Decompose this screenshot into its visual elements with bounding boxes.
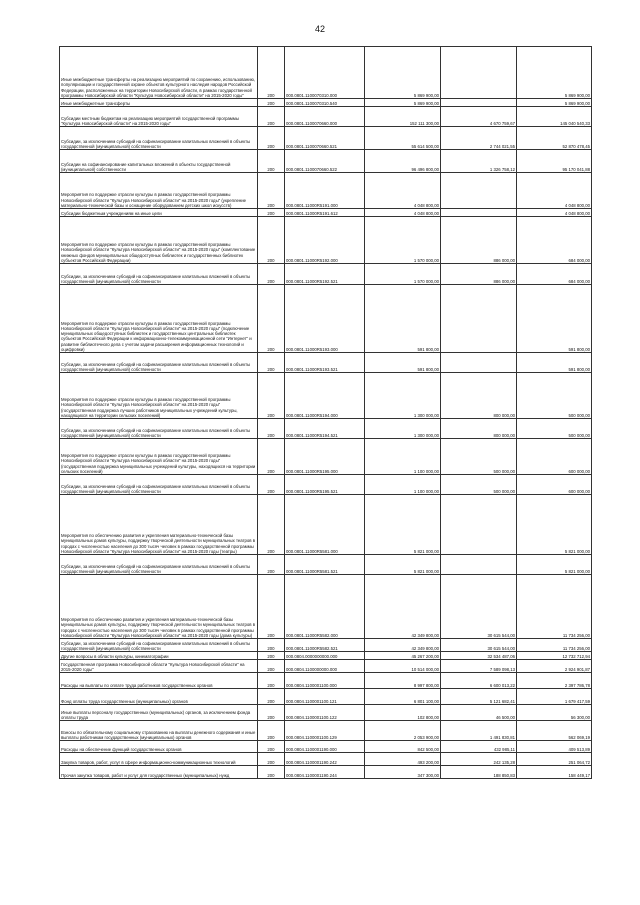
row-name-cell: Взносы по обязательному социальному страхованию на выплаты денежного содержания и иные выплаты работникам государственных (муниципальных) органов (60, 721, 258, 741)
row-name-cell: Мероприятия по поддержке отрасли культуры в рамках государственной программы Новосибирской области "Культура Новосибирской области" на 2015-2020 годы" (комплектование книжных фондов муниципальных общедоступных библиотек и государственных библиотек субъектов Российской Федерации) (60, 217, 258, 264)
row-kbk-cell: 000.0801.11000R5582.521 (285, 639, 365, 652)
row-name-cell: Иные межбюджетные трансферты на реализацию мероприятий по сохранению, использованию, популяризации и государственной охране объектов культурного наследия народов Российской Федерации, расположенных на территории Новосибирской области, в рамках государственной программы Новосибирской области "Культура Новосибирской области" на 2015-2020 годы" (60, 47, 258, 99)
row-kbk-cell: 000.0804.1100001190.242 (285, 753, 365, 766)
row-code-cell: 200 (258, 673, 285, 689)
row-remaining-cell: 1 679 417,59 (517, 689, 592, 705)
row-executed-cell (441, 353, 517, 373)
table-row (60, 173, 592, 209)
row-executed-cell: 800 000,00 (441, 419, 517, 439)
table-row (60, 127, 592, 150)
row-approved-cell: 6 801 100,00 (365, 689, 441, 705)
table-row (60, 439, 592, 475)
row-name-cell: Мероприятия по поддержке отрасли культуры в рамках государственной программы Новосибирской области "Культура Новосибирской области" на 2015-2020 годы" (подключение муниципальных общедоступных библиотек и государственных центральных библиотек субъектов Российской Федерации к информационно-телекоммуникационной сети "Интернет" и развитие библиотечного дела с учетом задачи расширения информационных технологий и оцифровки) (60, 285, 258, 353)
row-name-cell: Закупка товаров, работ, услуг в сфере информационно-коммуникационных технологий (60, 753, 258, 766)
page-number: 42 (314, 24, 325, 34)
row-kbk-cell: 000.0801.11000R5193.000 (285, 285, 365, 353)
row-kbk-cell: 000.0801.11000R5192.521 (285, 264, 365, 285)
row-remaining-cell: 158 449,17 (517, 766, 592, 779)
table-row (60, 107, 592, 127)
row-executed-cell: 432 985,11 (441, 741, 517, 753)
row-name-cell: Расходы на выплаты по оплате труда работников государственных органов (60, 673, 258, 689)
row-name-cell: Фонд оплаты труда государственных (муниципальных) органов (60, 689, 258, 705)
row-kbk-cell: 000.0801.11000R5192.000 (285, 217, 365, 264)
row-executed-cell: 500 000,00 (441, 439, 517, 475)
row-code-cell: 200 (258, 766, 285, 779)
row-remaining-cell: 4 048 800,00 (517, 209, 592, 217)
table-row (60, 373, 592, 419)
row-kbk-cell: 000.0801.1100070660.522 (285, 150, 365, 173)
row-remaining-cell: 591 800,00 (517, 353, 592, 373)
row-executed-cell (441, 495, 517, 555)
row-kbk-cell: 000.0804.0000000000.000 (285, 652, 365, 660)
row-approved-cell: 2 053 900,00 (365, 721, 441, 741)
row-approved-cell: 1 300 000,00 (365, 373, 441, 419)
row-name-cell: Субсидии, за исключением субсидий на софинансирование капитальных вложений в объекты государственной (муниципальной) собственности (60, 555, 258, 575)
row-name-cell: Мероприятия по поддержке отрасли культуры в рамках государственной программы Новосибирской области "Культура Новосибирской области" на 2015-2020 годы" (государственная поддержка лучших работников муниципальных учреждений культуры, находящихся на территории сельских поселений) (60, 373, 258, 419)
table-row (60, 689, 592, 705)
table-row (60, 639, 592, 652)
row-approved-cell: 1 100 000,00 (365, 475, 441, 495)
row-remaining-cell: 251 064,72 (517, 753, 592, 766)
row-remaining-cell: 2 397 786,78 (517, 673, 592, 689)
row-approved-cell: 5 869 900,00 (365, 47, 441, 99)
row-executed-cell: 30 615 544,00 (441, 639, 517, 652)
row-approved-cell: 152 111 300,00 (365, 107, 441, 127)
row-remaining-cell: 5 869 900,00 (517, 99, 592, 107)
row-approved-cell: 493 200,00 (365, 753, 441, 766)
row-approved-cell: 1 300 000,00 (365, 419, 441, 439)
row-remaining-cell: 2 924 901,87 (517, 660, 592, 673)
row-approved-cell: 5 869 900,00 (365, 99, 441, 107)
row-kbk-cell: 000.0804.1100001100.121 (285, 689, 365, 705)
row-executed-cell: 886 000,00 (441, 264, 517, 285)
row-code-cell: 200 (258, 652, 285, 660)
row-name-cell: Субсидии, за исключением субсидий на софинансирование капитальных вложений в объекты государственной (муниципальной) собственности (60, 127, 258, 150)
row-code-cell: 200 (258, 705, 285, 721)
row-remaining-cell: 52 870 478,45 (517, 127, 592, 150)
table-row (60, 705, 592, 721)
row-code-cell: 200 (258, 555, 285, 575)
row-name-cell: Мероприятия по обеспечению развития и укрепления материально-технической базы муниципальных домов культуры, поддержку творческой деятельности муниципальных театров в городах с численностью населения до 300 тысяч человек в рамках государственной программы Новосибирской области "Культура Новосибирской области" на 2015-2020 годы (дома культуры) (60, 575, 258, 639)
row-remaining-cell: 11 734 256,00 (517, 575, 592, 639)
row-approved-cell: 42 349 800,00 (365, 575, 441, 639)
table-row (60, 555, 592, 575)
row-executed-cell (441, 555, 517, 575)
row-approved-cell: 1 570 000,00 (365, 264, 441, 285)
row-name-cell: Иные выплаты персоналу государственных (муниципальных) органов, за исключением фонда оплаты труда (60, 705, 258, 721)
row-kbk-cell: 000.0801.11000R5581.000 (285, 495, 365, 555)
row-remaining-cell: 145 040 540,33 (517, 107, 592, 127)
row-kbk-cell: 000.0801.11000R5195.000 (285, 439, 365, 475)
row-name-cell: Субсидии, за исключением субсидий на софинансирование капитальных вложений в объекты государственной (муниципальной) собственности (60, 353, 258, 373)
row-kbk-cell: 000.0804.1100000000.000 (285, 660, 365, 673)
row-kbk-cell: 000.0804.1100001100.000 (285, 673, 365, 689)
row-name-cell: Прочая закупка товаров, работ и услуг для государственных (муниципальных) нужд (60, 766, 258, 779)
row-remaining-cell: 684 000,00 (517, 264, 592, 285)
row-kbk-cell: 000.0801.11000R5194.000 (285, 373, 365, 419)
table-row (60, 264, 592, 285)
row-approved-cell: 591 800,00 (365, 353, 441, 373)
row-approved-cell: 4 048 800,00 (365, 209, 441, 217)
row-kbk-cell: 000.0801.1100070660.000 (285, 107, 365, 127)
budget-execution-table (59, 46, 592, 779)
row-name-cell: Государственная программа Новосибирской области "Культура Новосибирской области" на 2015-2020 годы" (60, 660, 258, 673)
row-approved-cell: 4 048 800,00 (365, 173, 441, 209)
row-approved-cell: 102 800,00 (365, 705, 441, 721)
row-remaining-cell: 11 734 256,00 (517, 639, 592, 652)
row-name-cell: Субсидии на софинансирование капитальных вложений в объекты государственной (муниципальной) собственности (60, 150, 258, 173)
row-remaining-cell: 500 000,00 (517, 373, 592, 419)
row-code-cell: 200 (258, 173, 285, 209)
row-code-cell: 200 (258, 127, 285, 150)
row-remaining-cell: 56 300,00 (517, 705, 592, 721)
row-executed-cell: 46 500,00 (441, 705, 517, 721)
row-name-cell: Субсидии бюджетным учреждениям на иные цели (60, 209, 258, 217)
row-code-cell: 200 (258, 753, 285, 766)
row-kbk-cell: 000.0801.11000R5191.000 (285, 173, 365, 209)
row-name-cell: Субсидии, за исключением субсидий на софинансирование капитальных вложений в объекты государственной (муниципальной) собственности (60, 264, 258, 285)
row-kbk-cell: 000.0801.11000R5582.000 (285, 575, 365, 639)
row-remaining-cell: 5 869 900,00 (517, 47, 592, 99)
row-remaining-cell: 95 170 041,88 (517, 150, 592, 173)
row-name-cell: Мероприятия по поддержке отрасли культуры в рамках государственной программы Новосибирской области "Культура Новосибирской области" на 2015-2020 годы" (укрепление материально-технической базы и оснащение оборудованием детских школ искусств) (60, 173, 258, 209)
row-kbk-cell: 000.0801.1100070310.540 (285, 99, 365, 107)
table-row (60, 652, 592, 660)
row-kbk-cell: 000.0801.11000R5194.521 (285, 419, 365, 439)
row-name-cell: Мероприятия по поддержке отрасли культуры в рамках государственной программы Новосибирской области "Культура Новосибирской области" на 2015-2020 годы" (государственная поддержка муниципальных учреждений культуры, находящихся на территории сельских поселений) (60, 439, 258, 475)
table-row (60, 660, 592, 673)
table-row (60, 353, 592, 373)
table-row (60, 150, 592, 173)
row-kbk-cell: 000.0801.11000R5195.521 (285, 475, 365, 495)
row-code-cell: 200 (258, 99, 285, 107)
row-approved-cell: 591 800,00 (365, 285, 441, 353)
table-row (60, 766, 592, 779)
row-approved-cell: 5 821 000,00 (365, 555, 441, 575)
row-kbk-cell: 000.0804.1100001190.244 (285, 766, 365, 779)
table-row (60, 495, 592, 555)
row-code-cell: 200 (258, 689, 285, 705)
table-row (60, 285, 592, 353)
row-approved-cell: 10 514 000,00 (365, 660, 441, 673)
row-executed-cell: 2 744 021,55 (441, 127, 517, 150)
row-approved-cell: 45 267 200,00 (365, 652, 441, 660)
row-code-cell: 200 (258, 264, 285, 285)
row-remaining-cell: 5 821 000,00 (517, 495, 592, 555)
row-kbk-cell: 000.0804.1100001100.129 (285, 721, 365, 741)
row-code-cell: 200 (258, 475, 285, 495)
row-code-cell: 200 (258, 285, 285, 353)
row-remaining-cell: 500 000,00 (517, 419, 592, 439)
row-code-cell: 200 (258, 639, 285, 652)
table-row (60, 475, 592, 495)
row-code-cell: 200 (258, 217, 285, 264)
row-approved-cell: 347 300,00 (365, 766, 441, 779)
row-code-cell: 200 (258, 107, 285, 127)
row-executed-cell: 800 000,00 (441, 373, 517, 419)
row-name-cell: Субсидии, за исключением субсидий на софинансирование капитальных вложений в объекты государственной (муниципальной) собственности (60, 475, 258, 495)
row-code-cell: 200 (258, 721, 285, 741)
row-name-cell: Субсидии местным бюджетам на реализацию мероприятий государственной программы "Культура Новосибирской области" на 2015-2020 годы" (60, 107, 258, 127)
row-kbk-cell: 000.0801.11000R5581.521 (285, 555, 365, 575)
row-executed-cell: 188 850,83 (441, 766, 517, 779)
row-code-cell: 200 (258, 439, 285, 475)
table-row (60, 99, 592, 107)
row-executed-cell (441, 99, 517, 107)
row-name-cell: Субсидии, за исключением субсидий на софинансирование капитальных вложений в объекты государственной (муниципальной) собственности (60, 419, 258, 439)
row-executed-cell: 30 615 544,00 (441, 575, 517, 639)
row-code-cell: 200 (258, 575, 285, 639)
row-approved-cell: 8 997 800,00 (365, 673, 441, 689)
row-executed-cell (441, 173, 517, 209)
row-executed-cell: 500 000,00 (441, 475, 517, 495)
row-code-cell: 200 (258, 373, 285, 419)
table-row (60, 419, 592, 439)
row-executed-cell: 886 000,00 (441, 217, 517, 264)
row-approved-cell: 55 614 500,00 (365, 127, 441, 150)
row-executed-cell: 6 600 013,22 (441, 673, 517, 689)
row-executed-cell: 7 589 098,13 (441, 660, 517, 673)
row-remaining-cell: 4 048 800,00 (517, 173, 592, 209)
row-executed-cell (441, 47, 517, 99)
row-name-cell: Расходы на обеспечение функций государственных органов (60, 741, 258, 753)
row-executed-cell: 5 121 682,41 (441, 689, 517, 705)
row-remaining-cell: 684 000,00 (517, 217, 592, 264)
row-name-cell: Субсидии, за исключением субсидий на софинансирование капитальных вложений в объекты государственной (муниципальной) собственности (60, 639, 258, 652)
row-remaining-cell: 409 513,89 (517, 741, 592, 753)
row-code-cell: 200 (258, 209, 285, 217)
row-executed-cell: 32 534 487,06 (441, 652, 517, 660)
table-row (60, 47, 592, 99)
row-name-cell: Другие вопросы в области культуры, кинематографии (60, 652, 258, 660)
row-remaining-cell: 12 732 712,94 (517, 652, 592, 660)
row-remaining-cell: 600 000,00 (517, 475, 592, 495)
row-remaining-cell: 600 000,00 (517, 439, 592, 475)
row-kbk-cell: 000.0801.11000R5193.521 (285, 353, 365, 373)
table-row (60, 209, 592, 217)
row-code-cell: 200 (258, 47, 285, 99)
row-code-cell: 200 (258, 660, 285, 673)
row-kbk-cell: 000.0804.1100001190.000 (285, 741, 365, 753)
row-code-cell: 200 (258, 353, 285, 373)
row-approved-cell: 1 100 000,00 (365, 439, 441, 475)
table-row (60, 673, 592, 689)
row-executed-cell (441, 209, 517, 217)
row-approved-cell: 5 821 000,00 (365, 495, 441, 555)
row-kbk-cell: 000.0801.1100070660.521 (285, 127, 365, 150)
table-row (60, 217, 592, 264)
row-code-cell: 200 (258, 495, 285, 555)
row-executed-cell: 1 326 758,12 (441, 150, 517, 173)
row-executed-cell (441, 285, 517, 353)
row-approved-cell: 96 496 800,00 (365, 150, 441, 173)
row-approved-cell: 42 349 800,00 (365, 639, 441, 652)
row-name-cell: Иные межбюджетные трансферты (60, 99, 258, 107)
row-kbk-cell: 000.0801.1100070310.000 (285, 47, 365, 99)
row-executed-cell: 242 135,28 (441, 753, 517, 766)
table-row (60, 753, 592, 766)
row-code-cell: 200 (258, 150, 285, 173)
table-row (60, 721, 592, 741)
row-remaining-cell: 5 821 000,00 (517, 555, 592, 575)
table-row (60, 741, 592, 753)
row-remaining-cell: 562 069,19 (517, 721, 592, 741)
row-code-cell: 200 (258, 741, 285, 753)
row-remaining-cell: 591 800,00 (517, 285, 592, 353)
row-executed-cell: 4 670 759,67 (441, 107, 517, 127)
row-approved-cell: 1 570 000,00 (365, 217, 441, 264)
table-row (60, 575, 592, 639)
row-code-cell: 200 (258, 419, 285, 439)
row-kbk-cell: 000.0804.1100001100.122 (285, 705, 365, 721)
row-name-cell: Мероприятия по обеспечению развития и укрепления материально-технической базы муниципальных домов культуры, поддержку творческой деятельности муниципальных театров в городах с численностью населения до 300 тысяч человек в рамках государственной программы Новосибирской области "Культура Новосибирской области" на 2015-2020 годы (театры) (60, 495, 258, 555)
row-executed-cell: 1 491 830,81 (441, 721, 517, 741)
row-approved-cell: 842 500,00 (365, 741, 441, 753)
row-kbk-cell: 000.0801.11000R5191.612 (285, 209, 365, 217)
